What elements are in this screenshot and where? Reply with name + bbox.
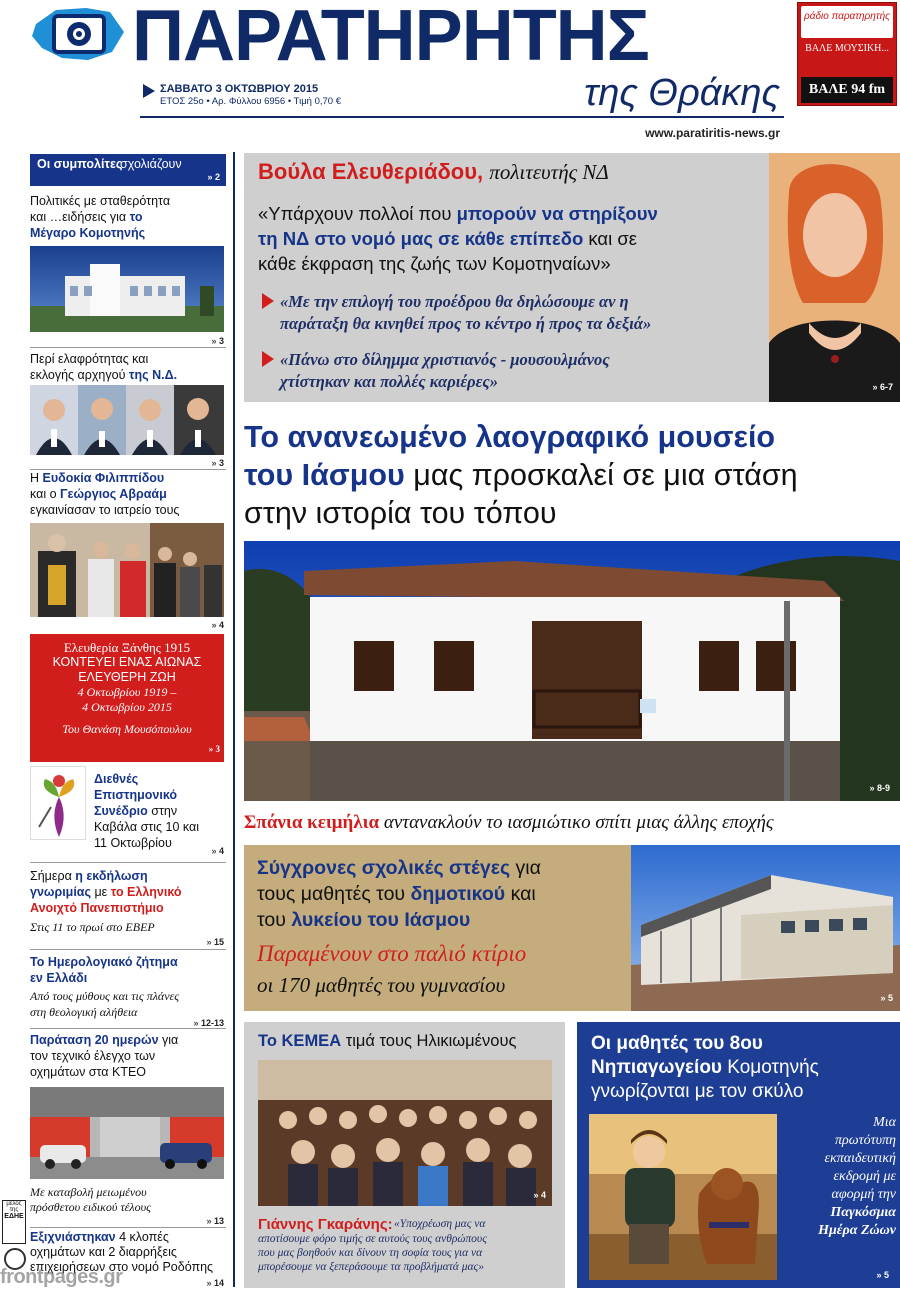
- sidebar-item-conference[interactable]: [94, 771, 226, 851]
- kemea-speaker: Γιάννης Γκαράνης:: [258, 1216, 393, 1233]
- headline-text: του: [257, 909, 292, 931]
- sidebar-item-eap[interactable]: [30, 868, 226, 935]
- kindergarten-box[interactable]: [577, 1022, 900, 1288]
- kindergarten-caption: [777, 1114, 896, 1240]
- kindergarten-headline: [591, 1032, 896, 1104]
- kteo-caption: [30, 1185, 226, 1215]
- separator: [30, 949, 226, 950]
- page-ref: » 12-13: [170, 1018, 224, 1028]
- page-ref: » 13: [180, 1216, 224, 1226]
- headline-text-bold: δημοτικού: [410, 883, 506, 905]
- item-line: [30, 486, 226, 502]
- item-text: με: [90, 885, 111, 899]
- caption-line: πρωτότυπη: [834, 1133, 896, 1148]
- issue-info: ΕΤΟΣ 25ο • Αρ. Φύλλου 6956 • Τιμή 0,70 €: [160, 96, 342, 107]
- quote-text-bold: μπορούν να στηρίξουν: [456, 203, 658, 224]
- separator: [30, 862, 226, 863]
- caption-line: εκπαιδευτική: [824, 1151, 896, 1166]
- radio-slogan: ΒΑΛΕ ΜΟΥΣΙΚΗ...: [805, 43, 889, 54]
- item-line: Του Θανάση Μουσόπουλου: [62, 722, 192, 736]
- page-ref: » 5: [847, 1270, 889, 1280]
- headline-line: στην ιστορία του τόπου: [244, 496, 557, 530]
- item-line: Ελευθερία Ξάνθης 1915: [63, 640, 191, 655]
- kemea-photo: [258, 1060, 552, 1206]
- page-ref: » 3: [180, 458, 224, 468]
- page-ref: » 4: [508, 1190, 546, 1200]
- school-photo: [631, 845, 900, 1011]
- museum-headline[interactable]: [244, 418, 900, 532]
- item-line: [30, 1230, 226, 1245]
- quote-line: [258, 201, 763, 226]
- politicians-photo: [30, 385, 224, 455]
- item-text-bold: Συνέδριο: [94, 804, 148, 818]
- section-header-bold: Οι συμπολίτες: [37, 157, 123, 171]
- museum-caption: [244, 812, 900, 834]
- item-line: [30, 470, 226, 486]
- interview-headline: [258, 159, 609, 185]
- item-text: 4 κλοπές: [115, 1230, 169, 1244]
- headline-text-bold: Σύγχρονες σχολικές στέγες: [257, 857, 511, 879]
- headline-text: μας προσκαλεί σε μια στάση: [404, 458, 798, 492]
- caption-line: Μια: [873, 1115, 896, 1130]
- item-text-bold: της Ν.Δ.: [128, 368, 178, 382]
- headline-text: τιμά τους Ηλικιωμένους: [341, 1032, 517, 1050]
- item-line: Περί ελαφρότητας και: [30, 352, 149, 366]
- sidebar-item-calendar[interactable]: [30, 954, 226, 1020]
- item-text-bold: το: [129, 210, 143, 224]
- interview-box[interactable]: [244, 153, 769, 402]
- sidebar-item-clinic[interactable]: [30, 470, 226, 518]
- kindergarten-photo: [589, 1114, 777, 1280]
- item-line: επιχειρήσεων στο νομό Ροδόπης: [30, 1260, 214, 1274]
- item-text-bold: Παράταση 20 ημερών: [30, 1033, 159, 1047]
- interviewee-name: Βούλα Ελευθεριάδου,: [258, 159, 484, 184]
- item-line: [30, 367, 226, 383]
- headline-text-bold: λυκείου του Ιάσμου: [291, 909, 471, 931]
- item-line: ΚΟΝΤΕΥΕΙ ΕΝΑΣ ΑΙΩΝΑΣ: [52, 655, 202, 669]
- section-header[interactable]: [30, 154, 226, 186]
- page-ref: » 3: [180, 336, 224, 346]
- caption-text-red: Σπάνια κειμήλια: [244, 812, 380, 833]
- caption-text: αντανακλούν το ιασμιώτικο σπίτι μιας άλλης εποχής: [379, 812, 774, 833]
- kemea-box[interactable]: [244, 1022, 565, 1288]
- item-text-red: το Ελληνικό: [110, 885, 182, 899]
- date-arrow-icon: [143, 84, 155, 103]
- item-line: 11 Οκτωβρίου: [94, 836, 172, 850]
- headline-text: Κομοτηνής: [721, 1057, 819, 1078]
- item-text: και ο: [30, 487, 60, 501]
- kemea-quote: [258, 1232, 558, 1274]
- kemea-quote-1: «Υποχρέωση μας να: [394, 1218, 486, 1230]
- headline-text: τους μαθητές του: [257, 883, 411, 905]
- caption-line: αφορμή την: [831, 1187, 896, 1202]
- headline-text: του Ιάσμου: [244, 458, 405, 492]
- bullet-text: χτίστηκαν και πολλές καριέρες»: [280, 372, 499, 391]
- page-ref: » 3: [180, 744, 220, 754]
- item-text: και …ειδήσεις για: [30, 210, 130, 224]
- item-line-bold: Επιστημονικό: [94, 788, 178, 802]
- quote-text-bold: τη ΝΔ στο νομό μας σε κάθε επίπεδο: [258, 228, 584, 249]
- item-line-bold: εν Ελλάδι: [30, 971, 88, 985]
- column-divider: [233, 152, 235, 1287]
- item-line: [30, 209, 226, 225]
- bullet-text: «Με την επιλογή του προέδρου θα δηλώσουμε αν η: [280, 292, 629, 311]
- kemea-headline: [258, 1032, 516, 1051]
- watermark: frontpages.gr: [0, 1266, 123, 1288]
- item-line: εγκαινίασαν το ιατρείο τους: [30, 503, 180, 517]
- headline-text-bold: Νηπιαγωγείου: [591, 1057, 722, 1078]
- item-line: οχημάτων στα ΚΤΕΟ: [30, 1065, 147, 1079]
- quote-line: που μας βοηθούν και δίνουν τη σοφία τους για να: [258, 1247, 483, 1259]
- sidebar-item-nd-leader[interactable]: [30, 351, 226, 383]
- schools-headline: [257, 855, 627, 933]
- item-line: [94, 803, 226, 819]
- item-text-bold: Ευδοκία Φιλιππίδου: [42, 471, 165, 485]
- bullet-text: παράταξη θα κινηθεί προς το κέντρο ή προς τα δεξιά»: [280, 314, 652, 333]
- page-ref: » 15: [180, 937, 224, 947]
- radio-logo: ράδιο παρατηρητής: [804, 11, 890, 22]
- headline-text: και: [505, 883, 536, 905]
- section-header-rest: σχολιάζουν: [120, 157, 182, 171]
- page-ref: » 5: [851, 993, 893, 1003]
- item-line: [30, 884, 226, 900]
- item-line-red: Ανοιχτό Πανεπιστήμιο: [30, 901, 164, 915]
- sidebar-item-megaro[interactable]: [30, 193, 226, 241]
- item-line: οχημάτων και 2 διαρρήξεις: [30, 1245, 177, 1259]
- issue-date: ΣΑΒΒΑΤΟ 3 ΟΚΤΩΒΡΙΟΥ 2015: [160, 83, 319, 95]
- page-ref: » 14: [180, 1278, 224, 1288]
- headline-line: γνωρίζονται με τον σκύλο: [591, 1081, 804, 1102]
- item-line: 4 Οκτωβρίου 1919 –: [77, 685, 177, 699]
- item-text-bold: γνωριμίας: [30, 885, 91, 899]
- separator: [30, 347, 226, 348]
- quote-text: και σε: [583, 228, 638, 249]
- edhe-seal: [2, 1200, 26, 1244]
- interview-quote: [258, 201, 763, 276]
- schools-subhead: Παραμένουν στο παλιό κτίριο: [257, 941, 527, 966]
- masthead-subtitle: της Θράκης: [584, 72, 780, 114]
- kteo-photo: [30, 1087, 224, 1179]
- item-line-italic: στη θεολογική αλήθεια: [30, 1005, 138, 1019]
- item-line: ΕΛΕΥΘΕΡΗ ΖΩΗ: [78, 670, 176, 684]
- quote-line: κάθε έκφραση της ζωής των Κομοτηναίων»: [258, 253, 611, 274]
- masthead-title: ΠΑΡΑΤΗΡΗΤΗΣ: [132, 0, 649, 76]
- item-line-italic: Από τους μύθους και τις πλάνες: [30, 989, 180, 1003]
- seal-caption: μέλος της: [6, 1201, 22, 1213]
- item-line-bold: Διεθνές: [94, 772, 139, 786]
- caption-line: εκδρομή με: [833, 1169, 896, 1184]
- item-line: τον τεχνικό έλεγχο των: [30, 1049, 156, 1063]
- item-text-bold: Γεώργιος Αβραάμ: [60, 487, 167, 501]
- caption-line-bold: Ημέρα Ζώων: [818, 1223, 896, 1238]
- quote-line: [258, 226, 763, 251]
- bullet-text: «Πάνω στο δίλημμα χριστιανός - μουσουλμάνος: [280, 350, 610, 369]
- radio-ad[interactable]: [797, 2, 897, 106]
- clinic-photo: [30, 523, 224, 617]
- masthead-rule: [140, 116, 784, 118]
- item-text: εκλογής αρχηγού: [30, 368, 129, 382]
- conference-logo: [30, 766, 86, 840]
- sidebar-item-kteo[interactable]: [30, 1032, 226, 1080]
- page-ref: » 6-7: [839, 382, 893, 392]
- item-line: Πολιτικές με σταθερότητα: [30, 194, 171, 208]
- museum-photo: [244, 541, 900, 801]
- website-link[interactable]: www.paratiritis-news.gr: [645, 126, 780, 140]
- item-line: 4 Οκτωβρίου 2015: [82, 700, 172, 714]
- interviewee-role: πολιτευτής ΝΔ: [489, 160, 609, 184]
- headline-text: για: [510, 857, 541, 879]
- interview-bullet-1: [262, 291, 762, 335]
- headline-line: Το ανανεωμένο λαογραφικό μουσείο: [244, 420, 776, 454]
- item-line: Καβάλα στις 10 και: [94, 820, 199, 834]
- item-line-italic: πρόσθετου ειδικού τέλους: [30, 1200, 151, 1214]
- page-ref: » 4: [180, 620, 224, 630]
- bullet-arrow-icon: [262, 293, 274, 309]
- item-line-italic: Με καταβολή μειωμένου: [30, 1185, 147, 1199]
- megaro-photo: [30, 246, 224, 332]
- item-line: [30, 1032, 226, 1048]
- separator: [30, 1028, 226, 1029]
- headline-text-bold: Το ΚΕΜΕΑ: [258, 1032, 342, 1050]
- quote-text: «Υπάρχουν πολλοί που: [258, 203, 457, 224]
- item-line-italic: Στις 11 το πρωί στο ΕΒΕΡ: [30, 920, 155, 934]
- item-text: για: [158, 1033, 179, 1047]
- schools-note: οι 170 μαθητές του γυμνασίου: [257, 973, 506, 997]
- page-ref: » 4: [180, 846, 224, 856]
- item-line: [30, 868, 226, 884]
- schools-box[interactable]: [244, 845, 631, 1011]
- quote-line: αποτίσουμε φόρο τιμής σε αυτούς τους ανθρώπους: [258, 1233, 487, 1245]
- logo-eye-icon: [28, 2, 128, 66]
- radio-frequency: ΒΑΛΕ 94 fm: [801, 77, 893, 103]
- quote-line: μπορέσουμε να ξεπεράσουμε τα προβλήματά μας»: [258, 1261, 484, 1273]
- sidebar-item-xanthi[interactable]: [30, 634, 224, 762]
- item-text-bold: η εκδήλωση: [75, 869, 148, 883]
- interviewee-photo: [769, 153, 900, 402]
- page-ref: » 2: [180, 172, 220, 182]
- bullet-arrow-icon: [262, 351, 274, 367]
- item-text-bold: Εξιχνιάστηκαν: [30, 1230, 116, 1244]
- headline-line-bold: Οι μαθητές του 8ου: [591, 1033, 763, 1054]
- separator: [30, 1227, 226, 1228]
- page-ref: » 8-9: [834, 783, 890, 793]
- item-text: στην: [147, 804, 178, 818]
- item-line-bold: Μέγαρο Κομοτηνής: [30, 226, 146, 240]
- item-text: Σήμερα: [30, 869, 76, 883]
- caption-line-bold: Παγκόσμια: [830, 1205, 896, 1220]
- item-line-bold: Το Ημερολογιακό ζήτημα: [30, 955, 178, 969]
- interview-bullet-2: [262, 349, 762, 393]
- item-text: Η: [30, 471, 43, 485]
- seal-label: ΕΔΗΕ: [4, 1213, 24, 1220]
